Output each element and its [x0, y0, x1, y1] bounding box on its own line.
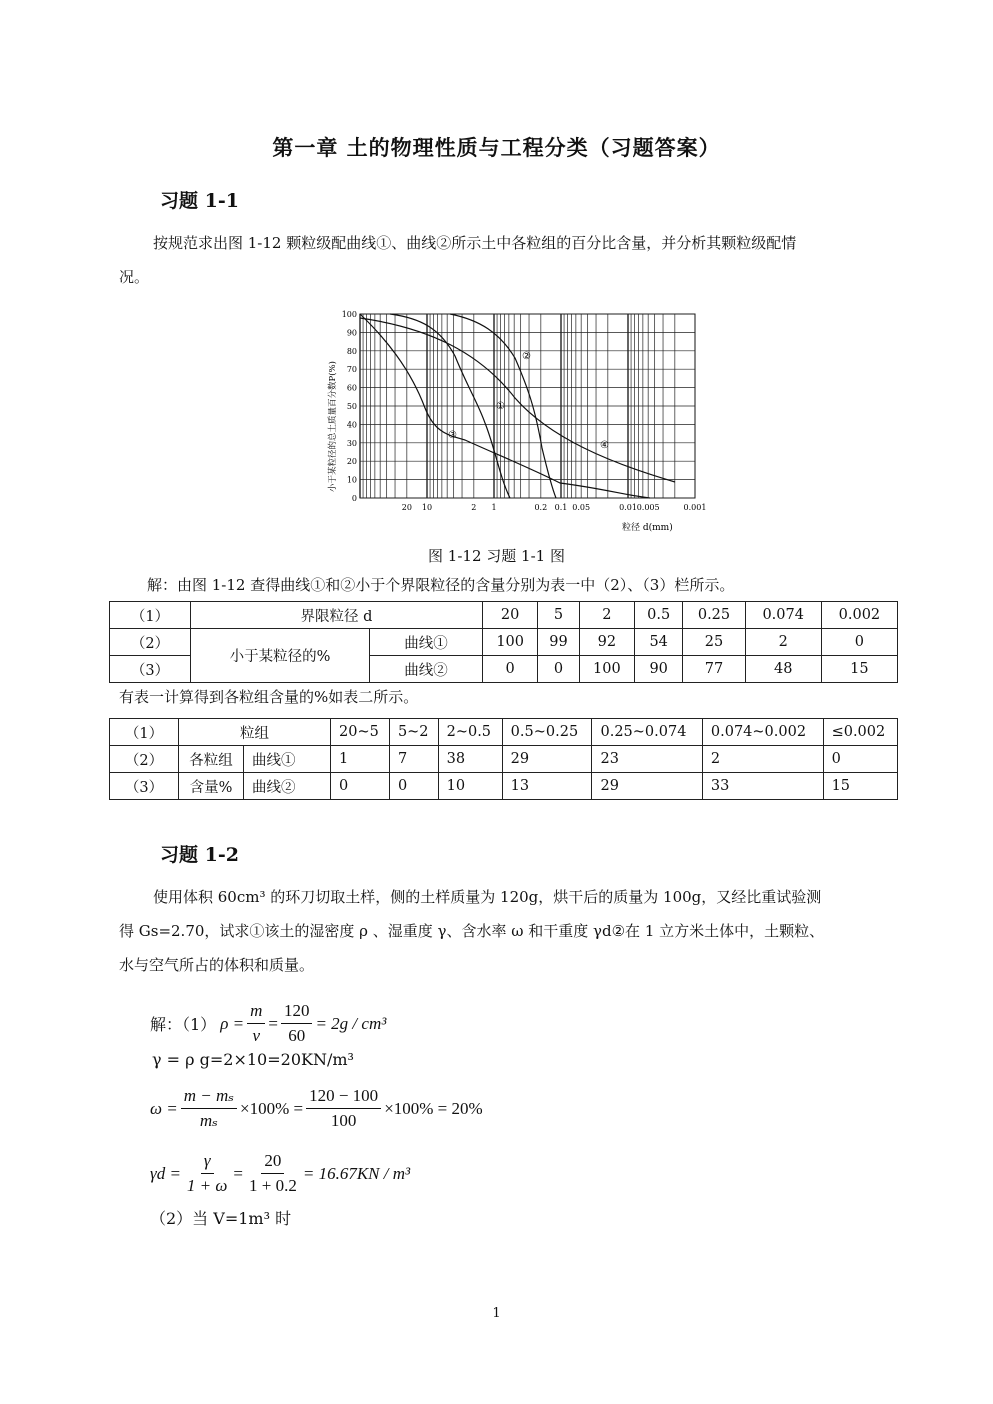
cell: 2: [579, 602, 634, 629]
question-line-2: 况。: [119, 268, 150, 286]
numerator: γ: [201, 1150, 214, 1174]
denominator: 100: [330, 1111, 357, 1130]
between-text: 有表一计算得到各粒组含量的%如表二所示。: [119, 688, 419, 706]
y-tick-labels: [342, 310, 357, 503]
part-2-label: （2）当 V=1m³ 时: [150, 1209, 292, 1228]
exercise-1-2-heading: 习题 1-2: [160, 844, 239, 866]
cell: 1: [331, 746, 390, 773]
cell: 25: [683, 629, 745, 656]
numerator: m: [247, 1000, 265, 1024]
cell: 77: [683, 656, 745, 683]
curve-label-2: ②: [522, 351, 531, 362]
cell: 54: [635, 629, 683, 656]
table-row: [110, 719, 898, 746]
figure-grid: [360, 314, 695, 498]
cell: 100: [483, 629, 538, 656]
exercise-1-1-question: [119, 226, 891, 294]
curve-label-3: ③: [448, 430, 457, 441]
cell: 0.5~0.25: [502, 719, 592, 746]
cell: 0: [331, 773, 390, 800]
row-index: （3）: [110, 656, 191, 683]
cell: 13: [502, 773, 592, 800]
cell: 20: [483, 602, 538, 629]
grain-size-figure: [330, 308, 710, 540]
equation-density: [150, 1000, 386, 1047]
row-index: （2）: [110, 629, 191, 656]
solution-intro: 解：由图 1-12 查得曲线①和②小于个界限粒径的含量分别为表一中（2）、（3）栏所示。: [147, 576, 735, 594]
y-tick-label: 70: [346, 365, 357, 375]
fraction: [246, 1150, 300, 1197]
cell: 0.002: [821, 602, 897, 629]
fraction: [184, 1150, 230, 1197]
question-line-1: 按规范求出图 1-12 颗粒级配曲线①、曲线②所示土中各粒组的百分比含量，并分析其颗粒级配情: [153, 234, 797, 252]
cell: 90: [635, 656, 683, 683]
cell: 0: [483, 656, 538, 683]
x-tick-label: 0.05: [572, 503, 591, 512]
y-tick-label: 50: [346, 402, 357, 411]
y-tick-label: 100: [341, 310, 357, 319]
y-tick-label: 60: [346, 383, 357, 393]
cell: 15: [821, 656, 897, 683]
eq-mid: =: [233, 1163, 243, 1183]
cell: 2: [745, 629, 821, 656]
eq-lhs: ρ =: [220, 1013, 245, 1033]
table-1: [109, 601, 898, 683]
table-row: [110, 602, 898, 629]
y-tick-label: 30: [346, 438, 357, 448]
y-tick-label: 0: [351, 494, 357, 503]
cell: ≤0.002: [823, 719, 897, 746]
group-label-top: 各粒组: [179, 746, 244, 773]
x-tick-label: 0.01: [619, 503, 637, 512]
x-tick-label: 0.1: [554, 503, 568, 512]
curve-label: 曲线①: [370, 629, 483, 656]
cell: 0.074~0.002: [702, 719, 823, 746]
cell: 38: [438, 746, 502, 773]
denominator: 60: [288, 1026, 306, 1045]
curve-label: 曲线②: [244, 773, 331, 800]
y-tick-label: 80: [346, 346, 357, 356]
cell: 0: [823, 746, 897, 773]
cell: 0: [821, 629, 897, 656]
cell: 48: [745, 656, 821, 683]
page-number: 1: [492, 1306, 501, 1321]
cell: 2: [702, 746, 823, 773]
group-label: 小于某粒径的%: [191, 629, 370, 683]
denominator: mₛ: [199, 1111, 218, 1130]
table-row: [110, 773, 898, 800]
fraction: [281, 1000, 313, 1047]
figure-caption: 图 1-12 习题 1-1 图: [428, 547, 565, 565]
denominator: 1 + 0.2: [249, 1176, 297, 1195]
table-row: [110, 746, 898, 773]
x-axis-label: 粒径 d(mm): [622, 523, 673, 533]
x-tick-label: 2: [471, 503, 477, 512]
y-tick-label: 90: [346, 328, 357, 338]
x-tick-label: 0.005: [636, 503, 660, 512]
numerator: 120 − 100: [306, 1085, 381, 1109]
question-line-2: 得 Gs=2.70，试求①该土的湿密度 ρ 、湿重度 γ、含水率 ω 和干重度 γd②在 1 立方米土体中，土颗粒、: [119, 922, 825, 940]
chapter-title: 第一章 土的物理性质与工程分类（习题答案）: [272, 135, 721, 160]
row-index: （1）: [110, 719, 179, 746]
cell: 5: [538, 602, 579, 629]
cell: 0.25: [683, 602, 745, 629]
numerator: 20: [261, 1150, 284, 1174]
y-tick-label: 10: [346, 475, 357, 485]
cell: 0.5: [635, 602, 683, 629]
curve-label: 曲线①: [244, 746, 331, 773]
cell: 15: [823, 773, 897, 800]
cell: 2~0.5: [438, 719, 502, 746]
exercise-1-2-question: [119, 880, 891, 982]
row-index: （1）: [110, 602, 191, 629]
table-row: [110, 629, 898, 656]
fraction: [306, 1085, 381, 1132]
cell: 0.074: [745, 602, 821, 629]
row-label: 界限粒径 d: [191, 602, 483, 629]
x-tick-label: 0.2: [534, 503, 548, 512]
question-line-1: 使用体积 60cm³ 的环刀切取土样，侧的土样质量为 120g，烘干后的质量为 100g，又经比重试验测: [153, 888, 822, 906]
equation-dry-unit-weight: [150, 1150, 410, 1197]
cell: 99: [538, 629, 579, 656]
equation-unit-weight: γ = ρ g=2×10=20KN/m³: [152, 1050, 354, 1069]
cell: 33: [702, 773, 823, 800]
denominator: v: [252, 1026, 260, 1045]
eq-rhs: ×100% = 20%: [384, 1098, 483, 1118]
exercise-1-1-heading: 习题 1-1: [160, 190, 239, 212]
question-line-3: 水与空气所占的体积和质量。: [119, 956, 315, 974]
x-tick-labels: [402, 503, 707, 512]
solution-label: 解：（1）: [150, 1015, 217, 1034]
y-axis-label: 小于某粒径的总土质量百分数P(%): [328, 361, 338, 492]
cell: 5~2: [389, 719, 438, 746]
cell: 29: [502, 746, 592, 773]
cell: 92: [579, 629, 634, 656]
eq-lhs: ω =: [150, 1098, 178, 1118]
cell: 0: [538, 656, 579, 683]
eq-rhs: = 2g / cm³: [315, 1013, 387, 1033]
denominator: 1 + ω: [186, 1176, 228, 1195]
x-tick-label: 10: [421, 503, 433, 512]
x-tick-label: 20: [401, 503, 412, 512]
eq-rhs: = 16.67KN / m³: [302, 1163, 411, 1183]
x-tick-label: 1: [491, 503, 497, 512]
cell: 0.25~0.074: [592, 719, 702, 746]
row-index: （2）: [110, 746, 179, 773]
row-index: （3）: [110, 773, 179, 800]
numerator: m − mₛ: [181, 1085, 237, 1109]
group-label-bottom: 含量%: [179, 773, 244, 800]
y-tick-label: 20: [346, 457, 357, 467]
eq-mid: ×100% =: [240, 1098, 304, 1118]
eq-lhs: γd =: [150, 1163, 181, 1183]
fraction: [247, 1000, 265, 1047]
cell: 23: [592, 746, 702, 773]
x-tick-label: 0.001: [683, 503, 707, 512]
cell: 20~5: [331, 719, 390, 746]
eq-mid: =: [268, 1013, 278, 1033]
cell: 10: [438, 773, 502, 800]
row-label: 粒组: [179, 719, 331, 746]
y-tick-label: 40: [346, 420, 357, 430]
cell: 0: [389, 773, 438, 800]
equation-water-content: [150, 1085, 483, 1132]
curve-label: 曲线②: [370, 656, 483, 683]
numerator: 120: [281, 1000, 313, 1024]
fraction: [181, 1085, 237, 1132]
curve-label-4: ④: [600, 440, 609, 451]
table-2: [109, 718, 898, 800]
cell: 7: [389, 746, 438, 773]
curve-label-1: ①: [496, 401, 505, 412]
cell: 100: [579, 656, 634, 683]
cell: 29: [592, 773, 702, 800]
